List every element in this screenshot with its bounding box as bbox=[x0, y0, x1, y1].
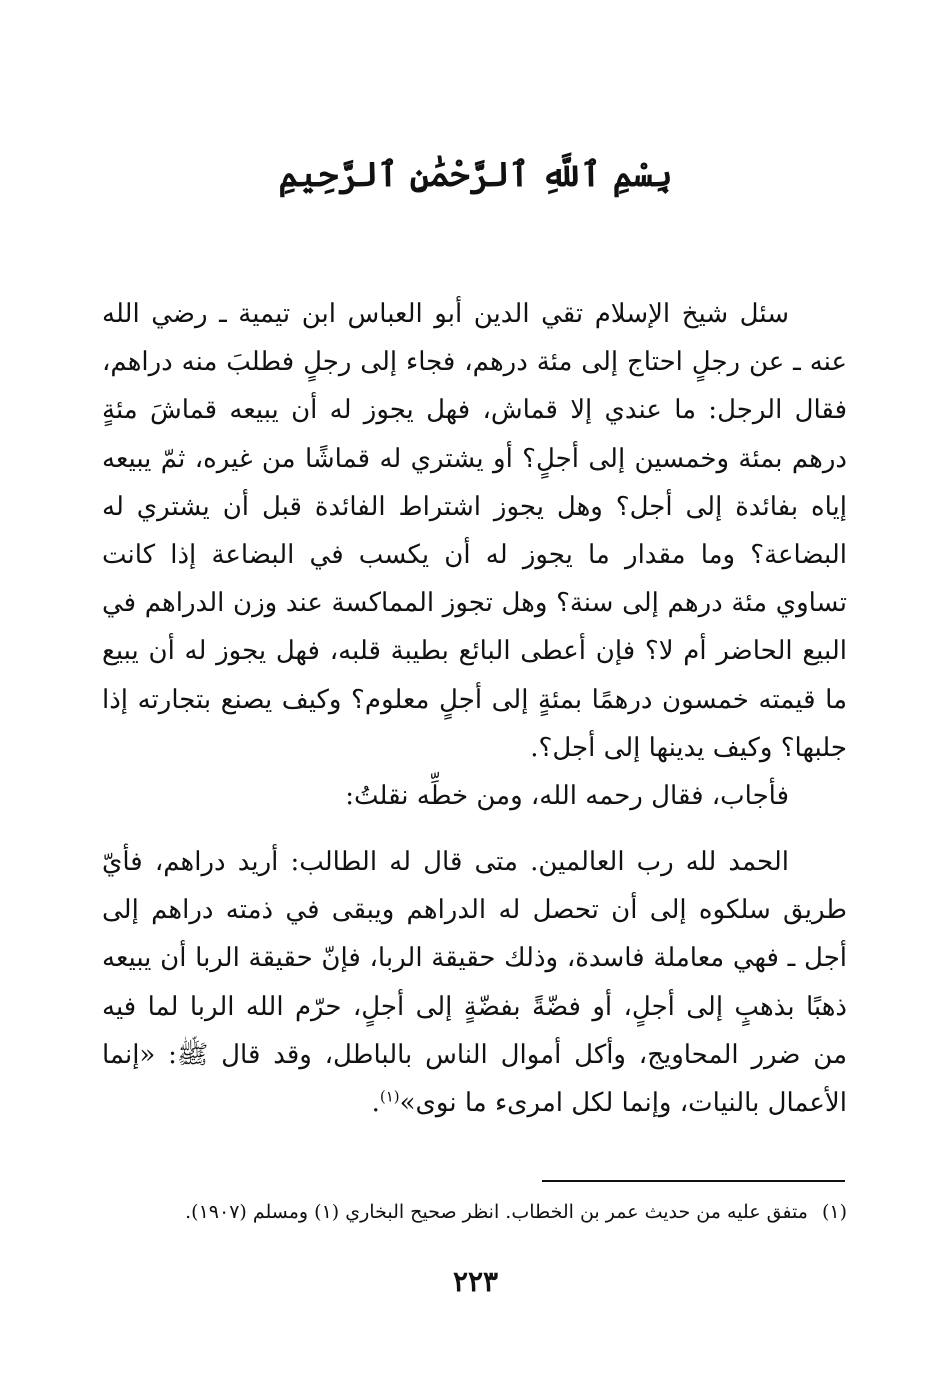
page-number: ٢٢٣ bbox=[452, 1265, 499, 1298]
answer-paragraph bbox=[102, 838, 847, 1127]
footnote-reference[interactable]: (١) bbox=[379, 1087, 400, 1106]
footnote bbox=[102, 1197, 847, 1227]
question-paragraph bbox=[102, 290, 847, 772]
footnote-number: (١) bbox=[821, 1201, 847, 1223]
question-text: سئل شيخ الإسلام تقي الدين أبو العباس ابن تيمية ـ رضي الله عنه ـ عن رجلٍ احتاج إلى مئة درهم، فجاء إلى رجلٍ فطلبَ منه دراهم، فقال الرجل: ما عندي إلا قماش، فهل يجوز له أن يبيعه قماشَ مئةٍ درهم بمئة وخمسين إلى أجلٍ؟ أو يشتري له قماشًا من غيره، ثمّ يبيعه إياه بفائدة إلى أجل؟ وهل يجوز اشتراط الفائدة قبل أن يشتري له البضاعة؟ وما مقدار ما يجوز له أن يكسب في البضاعة إذا كانت تساوي مئة درهم إلى سنة؟ وهل تجوز المماكسة عند وزن الدراهم في البيع الحاضر أم لا؟ فإن أعطى البائع بطيبة قلبه، فهل يجوز له أن يبيع ما قيمته خمسون درهمًا بمئةٍ إلى أجلٍ معلوم؟ وكيف يصنع بتجارته إذا جلبها؟ وكيف يدينها إلى أجل؟. bbox=[102, 299, 847, 763]
answer-intro-paragraph bbox=[102, 772, 847, 820]
footnote-text: متفق عليه من حديث عمر بن الخطاب. انظر صحيح البخاري (١) ومسلم (١٩٠٧). bbox=[185, 1201, 808, 1223]
basmala-heading: بِسْمِ ٱللَّهِ ٱلرَّحْمَٰنِ ٱلرَّحِيمِ bbox=[278, 155, 673, 195]
answer-body: الحمد لله رب العالمين. متى قال له الطالب: أريد دراهم، فأيّ طريق سلكوه إلى أن تحصل له الدراهم ويبقى في ذمته دراهم إلى أجل ـ فهي معاملة فاسدة، وذلك حقيقة الربا، فإنّ حقيقة الربا أن يبيعه ذهبًا بذهبٍ إلى أجلٍ، أو فضّةً بفضّةٍ إلى أجلٍ، حرّم الله الربا لما فيه من ضرر المحاويج، وأكل أموال الناس بالباطل، وقد قال ﷺ: «إنما الأعمال بالنيات، وإنما لكل امرىء ما نوى» bbox=[102, 847, 847, 1119]
answer-text bbox=[102, 838, 847, 1127]
footnote-divider bbox=[542, 1180, 845, 1182]
answer-end-mark: . bbox=[371, 1088, 380, 1119]
answer-intro-text: فأجاب، فقال رحمه الله، ومن خطِّه نقلتُ: bbox=[345, 781, 789, 811]
